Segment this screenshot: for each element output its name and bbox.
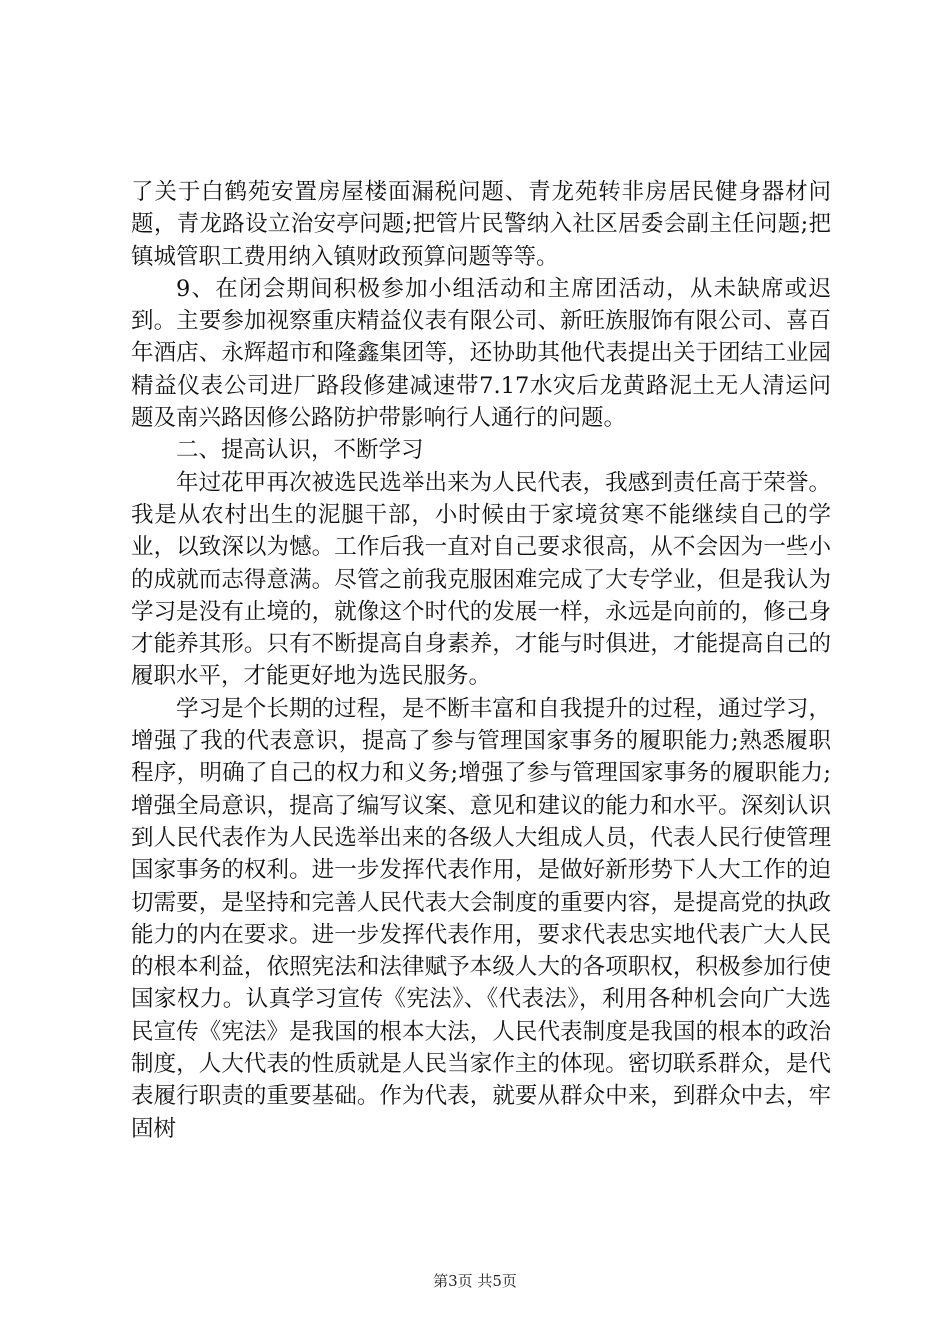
paragraph-continuation: 了关于白鹤苑安置房屋楼面漏税问题、青龙苑转非房居民健身器材问题，青龙路设立治安亭问题;把管片民警纳入社区居委会副主任问题;把镇城管职工费用纳入镇财政预算问题等等。	[131, 179, 831, 270]
section-heading: 二、提高认识，不断学习	[176, 437, 424, 464]
paragraph-body: 学习是个长期的过程，是不断丰富和自我提升的过程，通过学习，增强了我的代表意识，提高了参与管理国家事务的履职能力;熟悉履职程序，明确了自己的权力和义务;增强了参与管理国家事务的履职能力;增强全局意识，提高了编写议案、意见和建议的能力和水平。深刻认识到人民代表作为人民选举出来的各级人大组成人员，代表人民行使管理国家事务的权利。进一步发挥代表作用，是做好新形势下人大工作的迫切需要，是坚持和完善人民代表大会制度的重要内容，是提高党的执政能力的内在要求。进一步发挥代表作用，要求代表忠实地代表广大人民的根本利益，依照宪法和法律赋予本级人大的各项职权，积极参加行使国家权力。认真学习宣传《宪法》、《代表法》，利用各种机会向广大选民宣传《宪法》是我国的根本大法，人民代表制度是我国的根本的政治制度，人大代表的性质就是人民当家作主的体现。密切联系群众，是代表履行职责的重要基础。作为代表，就要从群众中来，到群众中去，牢固树	[131, 695, 831, 1142]
paragraph-item-9: 9、在闭会期间积极参加小组活动和主席团活动，从未缺席或迟到。主要参加视察重庆精益仪表有限公司、新旺族服饰有限公司、喜百年酒店、永辉超市和隆鑫集团等，还协助其他代表提出关于团结工业园精益仪表公司进厂路段修建减速带7.17水灾后龙黄路泥土无人清运问题及南兴路因修公路防护带影响行人通行的问题。	[131, 275, 831, 432]
paragraph-body: 年过花甲再次被选民选举出来为人民代表，我感到责任高于荣誉。我是从农村出生的泥腿干部，小时候由于家境贫寒不能继续自己的学业，以致深以为憾。工作后我一直对自己要求很高，从不会因为一些小的成就而志得意满。尽管之前我克服困难完成了大专学业，但是我认为学习是没有止境的，就像这个时代的发展一样，永远是向前的，修己身才能养其形。只有不断提高自身素养，才能与时俱进，才能提高自己的履职水平，才能更好地为选民服务。	[131, 469, 831, 690]
page-number-footer: 第3页 共5页	[433, 1272, 517, 1290]
document-body	[131, 176, 831, 1145]
